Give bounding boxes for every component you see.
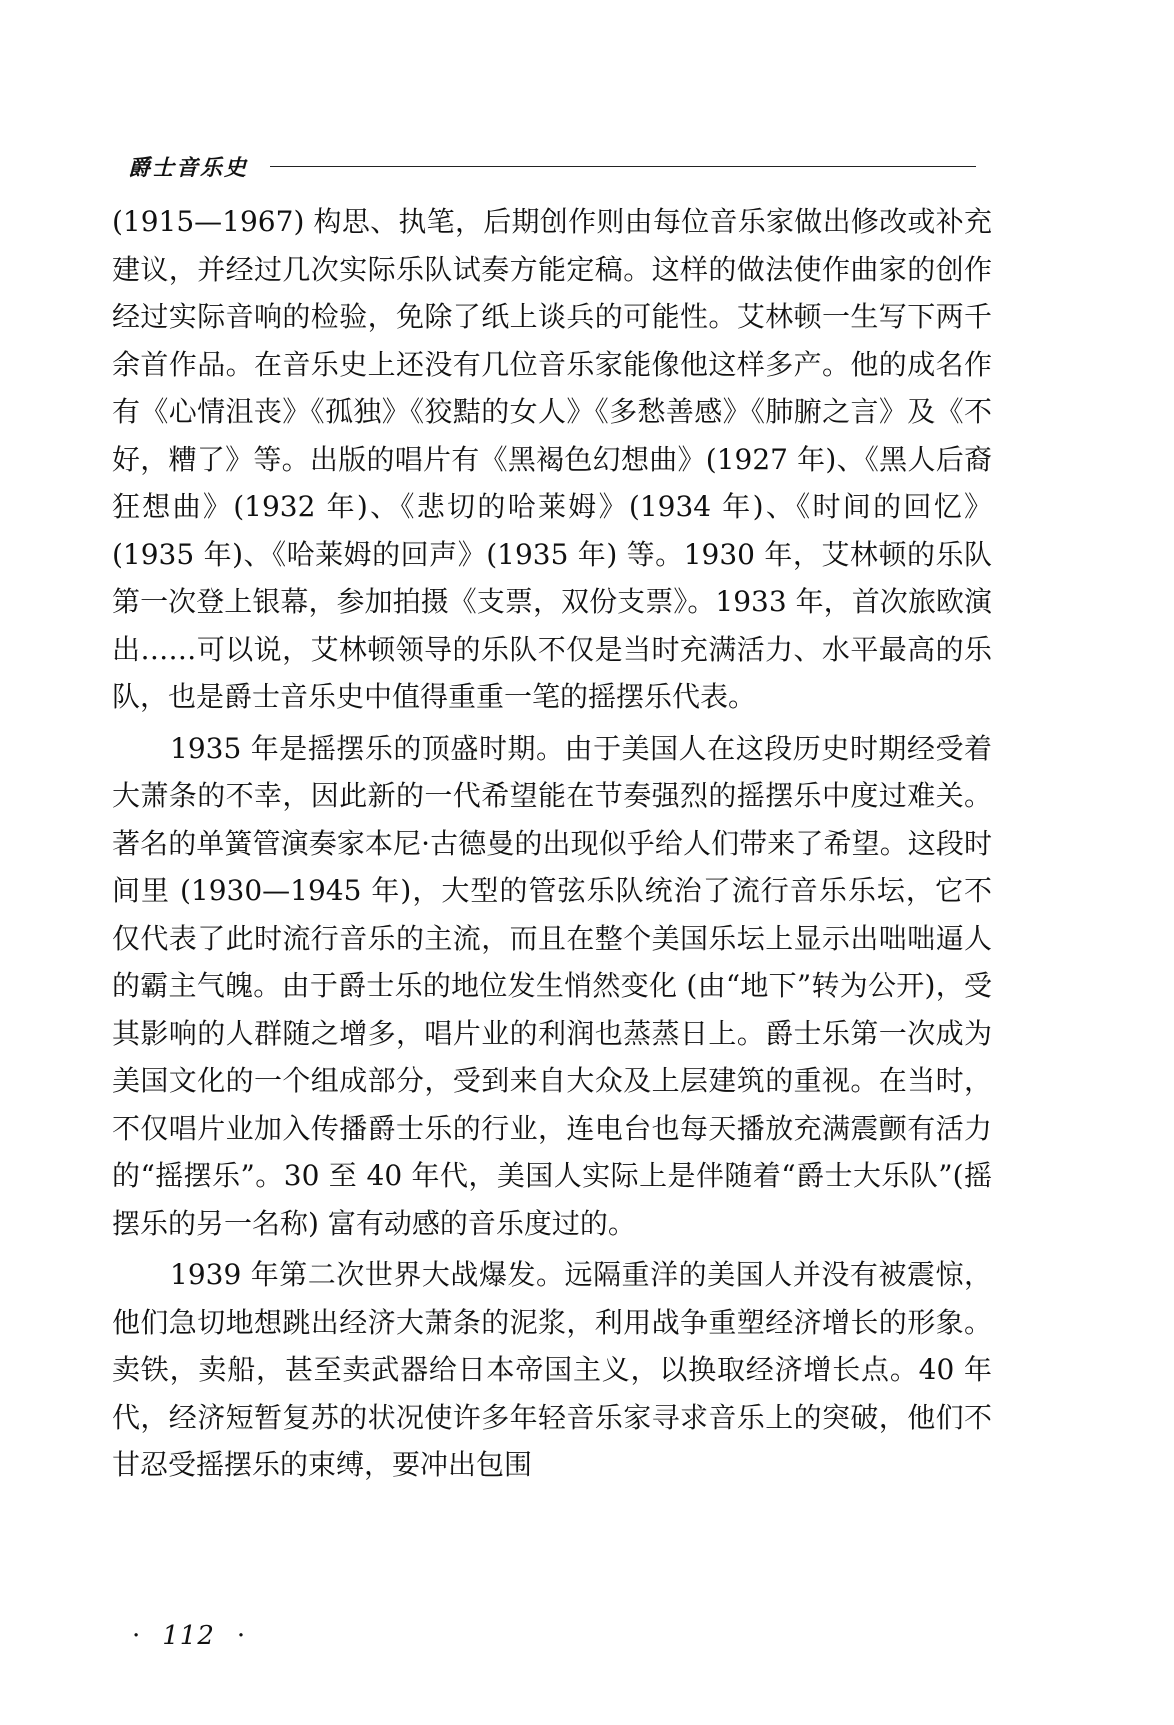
running-head-rule [270,166,976,167]
page-number-value: 112 [162,1621,215,1651]
folio-dot-right: · [236,1621,246,1651]
folio-dot-left: · [132,1621,141,1651]
running-head-title: 爵士音乐史 [128,154,249,181]
paragraph-2: 1935 年是摇摆乐的顶盛时期。由于美国人在这段历史时期经受着大萧条的不幸，因此新的一代希望能在节奏强烈的摇摆乐中度过难关。著名的单簧管演奏家本尼·古德曼的出现似乎给人们带来了希望。这段时间里 (1930—1945 年)，大型的管弦乐队统治了流行音乐乐坛，它不仅代表了此时流行音乐的主流，而且在整个美国乐坛上显示出咄咄逼人的霸主气魄。由于爵士乐的地位发生悄然变化 (由“地下”转为公开)，受其影响的人群随之增多，唱片业的利润也蒸蒸日上。爵士乐第一次成为美国文化的一个组成部分，受到来自大众及上层建筑的重视。在当时，不仅唱片业加入传播爵士乐的行业，连电台也每天播放充满震颤有活力的“摇摆乐”。30 至 40 年代，美国人实际上是伴随着“爵士大乐队”(摇摆乐的另一名称) 富有动感的音乐度过的。 [112,731,992,1240]
paragraph-1: (1915—1967) 构思、执笔，后期创作则由每位音乐家做出修改或补充建议，并经过几次实际乐队试奏方能定稿。这样的做法使作曲家的创作经过实际音响的检验，免除了纸上谈兵的可能性。艾林顿一生写下两千余首作品。在音乐史上还没有几位音乐家能像他这样多产。他的成名作有《心情沮丧》《孤独》《狡黠的女人》《多愁善感》《肺腑之言》及《不好，糟了》等。出版的唱片有《黑褐色幻想曲》(1927 年)、《黑人后裔狂想曲》(1932 年)、《悲切的哈莱姆》(1934 年)、《时间的回忆》(1935 年)、《哈莱姆的回声》(1935 年) 等。1930 年，艾林顿的乐队第一次登上银幕，参加拍摄《支票，双份支票》。1933 年，首次旅欧演出……可以说，艾林顿领导的乐队不仅是当时充满活力、水平最高的乐队，也是爵士音乐史中值得重重一笔的摇摆乐代表。 [112,205,992,713]
page-number [132,1616,245,1656]
body-text [112,198,992,1493]
paragraph-3: 1939 年第二次世界大战爆发。远隔重洋的美国人并没有被震惊，他们急切地想跳出经济大萧条的泥浆，利用战争重塑经济增长的形象。卖铁，卖船，甚至卖武器给日本帝国主义，以换取经济增长点。40 年代，经济短暂复苏的状况使许多年轻音乐家寻求音乐上的突破，他们不甘忍受摇摆乐的束缚，要冲出包围 [112,1258,992,1481]
running-head [128,148,976,184]
